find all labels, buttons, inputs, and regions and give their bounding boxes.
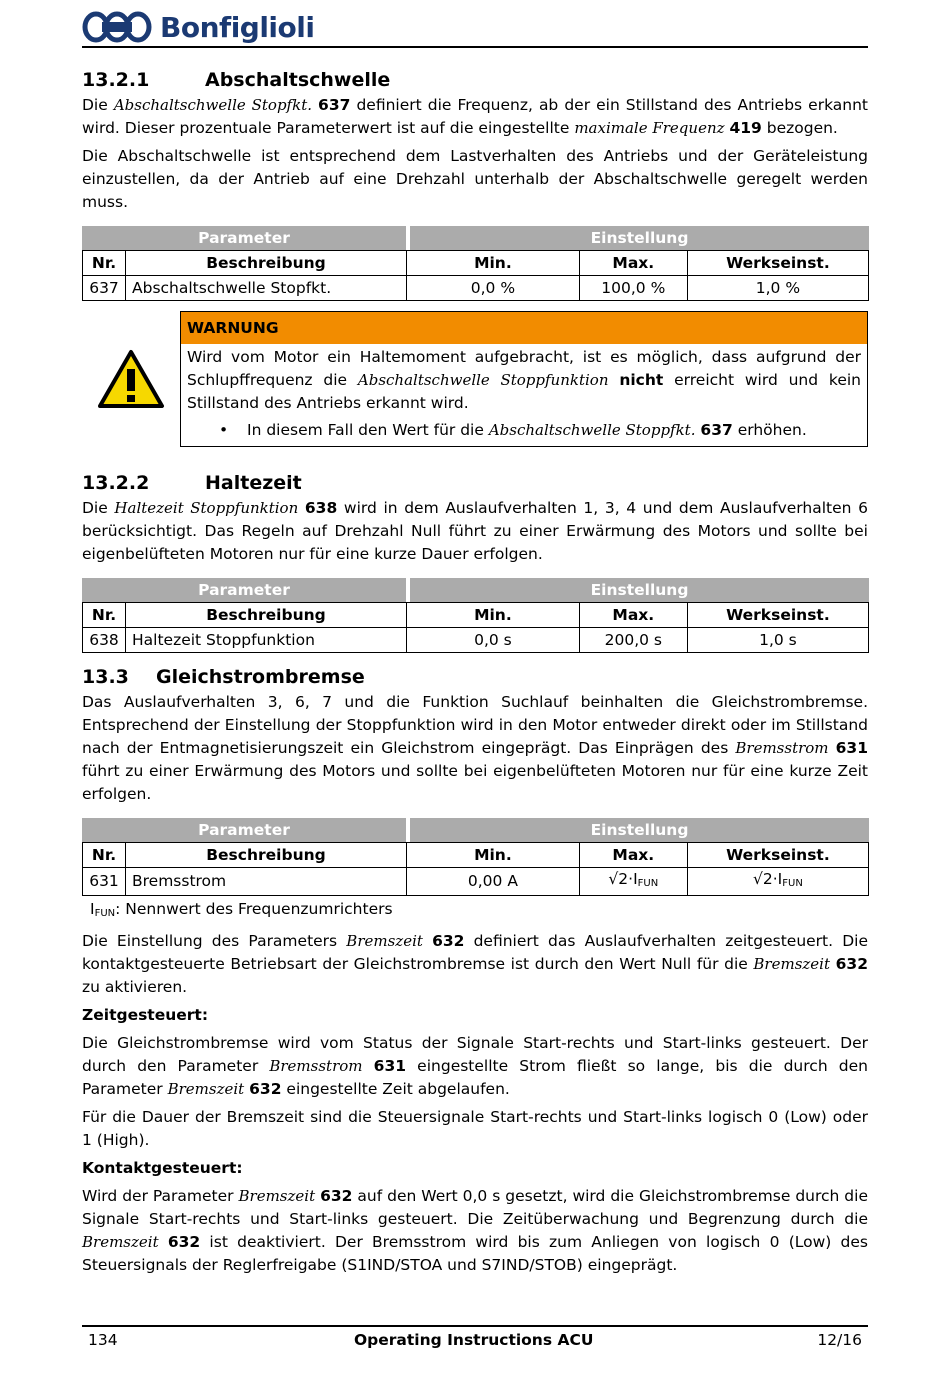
document-title: Operating Instructions ACU <box>354 1331 594 1349</box>
page-footer <box>82 1325 868 1355</box>
table-row: 638 Haltezeit Stoppfunktion 0,0 s 200,0 s 1,0 s <box>82 627 869 653</box>
section-heading-haltezeit: 13.2.2 Haltezeit <box>82 471 302 494</box>
main-content <box>82 66 868 1282</box>
brand-logo <box>82 10 314 44</box>
footnote: $I_{FUN}$: Nennwert des Frequenzumrichters <box>90 900 393 919</box>
page-number: 134 <box>88 1331 118 1349</box>
parameter-table-637: Parameter Einstellung Nr. Beschreibung Min. Max. Werkseinst. 637 Abschaltschwelle Stopfkt. 0,0 % 100,0 % 1,0 % <box>82 226 869 301</box>
subheading-zeitgesteuert: Zeitgesteuert: <box>82 1006 209 1024</box>
warning-title: WARNUNG <box>181 312 867 344</box>
logo-mark-icon <box>82 10 152 44</box>
parameter-table-631: Parameter Einstellung Nr. Beschreibung Min. Max. Werkseinst. 631 Bremsstrom 0,00 A $√2\cdot I_{FUN}$ $√2\cdot I_{FUN}$ <box>82 818 869 896</box>
warning-triangle-icon <box>82 311 180 447</box>
paragraph: Die Abschaltschwelle ist entsprechend dem Lastverhalten des Antriebs und der Geräteleistung einzustellen, da der Antrieb auf eine Drehzahl unterhalb der Abschaltschwelle geregelt werden muss. <box>82 147 868 211</box>
paragraph: Die Gleichstrombremse wird vom Status der Signale Start-rechts und Start-links gesteuert. Der durch den Parameter Bremsstrom 631 eingestellte Strom fließt so lange, bis die durch den Parameter Bremszeit 632 eingestellte Zeit abgelaufen. <box>82 1034 868 1098</box>
warning-block <box>82 311 868 447</box>
table-row: 637 Abschaltschwelle Stopfkt. 0,0 % 100,0 % 1,0 % <box>82 275 869 301</box>
paragraph: Die Abschaltschwelle Stopfkt. 637 definiert die Frequenz, ab der ein Stillstand des Antriebs erkannt wird. Dieser prozentuale Parameterwert ist auf die eingestellte maximale Frequenz 419 bezogen. <box>82 96 868 137</box>
parameter-table-638: Parameter Einstellung Nr. Beschreibung Min. Max. Werkseinst. 638 Haltezeit Stoppfunktion 0,0 s 200,0 s 1,0 s <box>82 578 869 653</box>
document-date: 12/16 <box>817 1331 862 1349</box>
subheading-kontaktgesteuert: Kontaktgesteuert: <box>82 1159 243 1177</box>
brand-name: Bonfiglioli <box>160 10 315 44</box>
paragraph: Die Einstellung des Parameters Bremszeit 632 definiert das Auslaufverhalten zeitgesteuert. Die kontaktgesteuerte Betriebsart der Gleichstrombremse ist durch den Wert Null für die Bremszeit 632 zu aktivieren. <box>82 932 868 996</box>
paragraph: Die Haltezeit Stoppfunktion 638 wird in dem Auslaufverhalten 1, 3, 4 und dem Auslaufverhalten 6 berücksichtigt. Das Regeln auf Drehzahl Null führt zu einer Erwärmung des Motors und sollte bei eigenbelüfteten Motoren nur für eine kurze Dauer erfolgen. <box>82 499 868 563</box>
warning-box <box>180 311 868 447</box>
warning-text: Wird vom Motor ein Haltemoment aufgebracht, ist es möglich, dass aufgrund der Schlupffrequenz die Abschaltschwelle Stoppfunktion nicht erreicht wird und kein Stillstand des Antriebs erkannt wird. • In diesem Fall den Wert für die Abschaltschwelle Stoppfkt. 637 erhöhen. <box>181 344 867 446</box>
list-item: • In diesem Fall den Wert für die Abschaltschwelle Stoppfkt. 637 erhöhen. <box>219 421 807 439</box>
page-header <box>82 8 868 48</box>
table-row: 631 Bremsstrom 0,00 A $√2\cdot I_{FUN}$ $√2\cdot I_{FUN}$ <box>82 867 869 896</box>
paragraph: Wird der Parameter Bremszeit 632 auf den Wert 0,0 s gesetzt, wird die Gleichstrombremse durch die Signale Start-rechts und Start-links gesteuert. Die Zeitüberwachung und Begrenzung durch die Bremszeit 632 ist deaktiviert. Der Bremsstrom wird bis zum Anliegen von logisch 0 (Low) des Steuersignals der Reglerfreigabe (S1IND/STOA und S7IND/STOB) eingeprägt. <box>82 1187 868 1274</box>
paragraph: Für die Dauer der Bremszeit sind die Steuersignale Start-rechts und Start-links logisch 0 (Low) oder 1 (High). <box>82 1108 868 1149</box>
section-heading-abschaltschwelle: 13.2.1 Abschaltschwelle <box>82 68 391 91</box>
section-heading-gleichstrombremse: 13.3 Gleichstrombremse <box>82 665 365 688</box>
paragraph: Das Auslaufverhalten 3, 6, 7 und die Funktion Suchlauf beinhalten die Gleichstrombremse. Entsprechend der Einstellung der Stoppfunktion wird in den Motor entweder direkt oder im Stillstand nach der Entmagnetisierungszeit ein Gleichstrom eingeprägt. Das Einprägen des Bremsstrom 631 führt zu einer Erwärmung des Motors und sollte bei eigenbelüfteten Motoren nur für eine kurze Zeit erfolgen. <box>82 693 868 803</box>
